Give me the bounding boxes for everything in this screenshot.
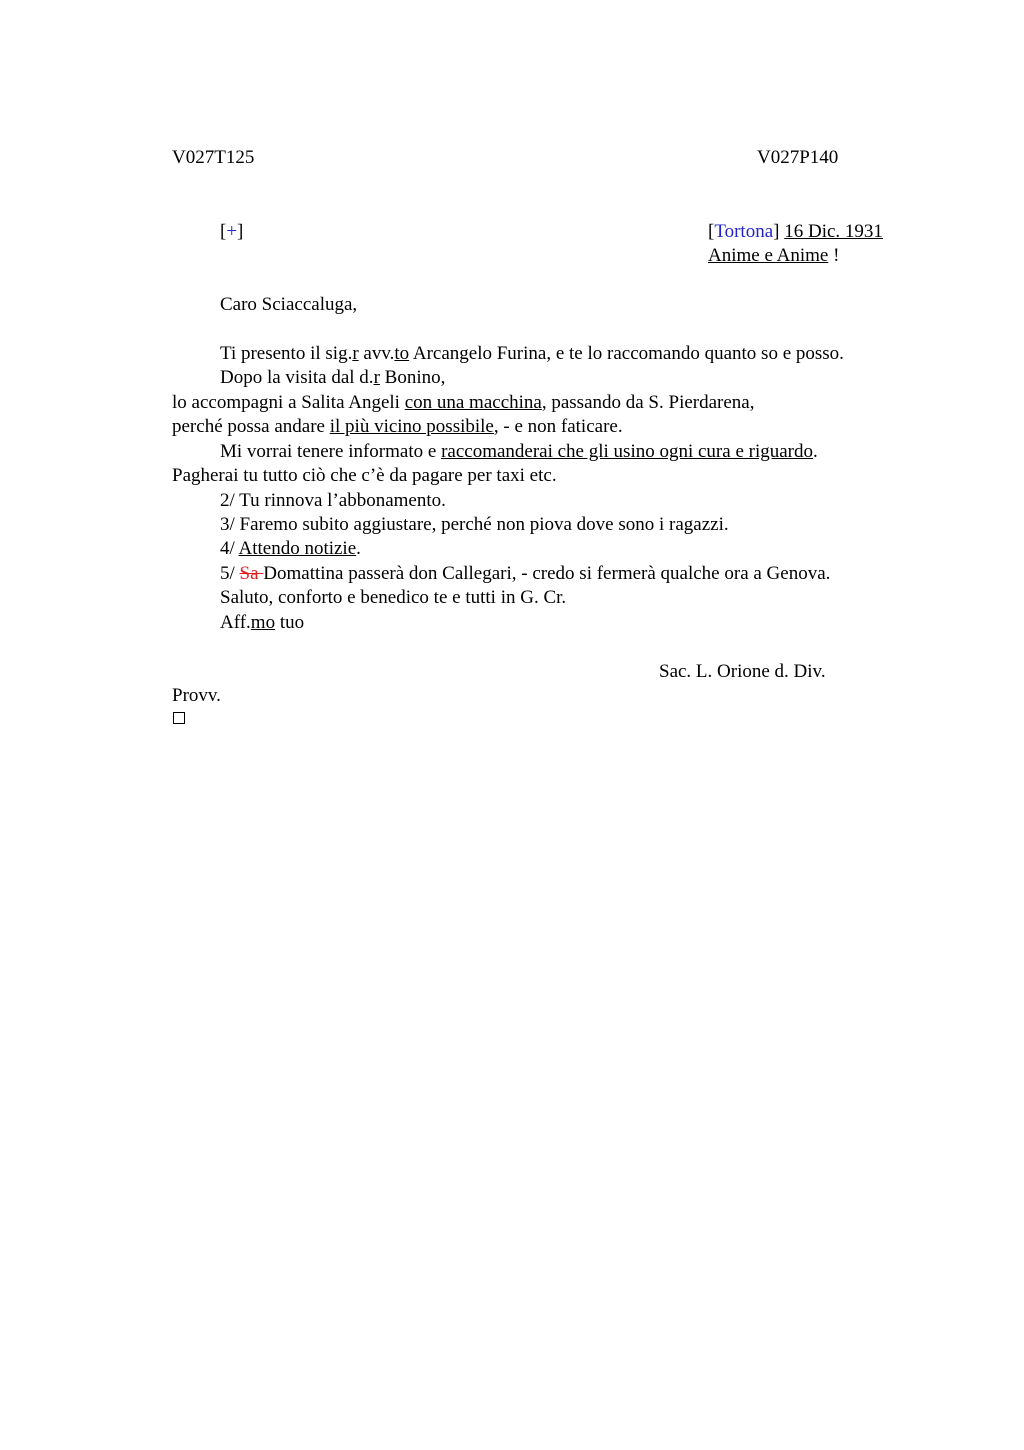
underlined-phrase: raccomanderai che gli usino ogni cura e riguardo: [441, 441, 813, 462]
letter-date: 16 Dic. 1931: [784, 221, 883, 242]
underlined-phrase: con una macchina: [404, 392, 542, 413]
bracket-close: ]: [237, 221, 244, 242]
body-line-7: 2/ Tu rinnova l’abbonamento.: [220, 490, 446, 511]
document-code-right: V027P140: [757, 147, 839, 168]
body-line-8: 3/ Faremo subito aggiustare, perché non piova dove sono i ragazzi.: [220, 514, 729, 535]
footer-note: Provv.: [172, 685, 221, 706]
cross-mark: [220, 220, 243, 244]
deleted-word: Sa: [239, 563, 264, 584]
abbreviation-superscript: r: [352, 343, 359, 364]
text-span: lo accompagni a Salita Angeli: [172, 392, 405, 413]
document-code-left: V027T125: [172, 147, 255, 168]
text-span: , - e non faticare.: [493, 416, 623, 437]
body-line-6: Pagherai tu tutto ciò che c’è da pagare per taxi etc.: [172, 465, 557, 486]
motto-end: !: [828, 245, 840, 266]
text-span: Mi vorrai tenere informato e: [220, 441, 442, 462]
text-span: Aff.: [220, 612, 251, 633]
body-line-4: [172, 415, 623, 439]
body-line-11: Saluto, conforto e benedico te e tutti in G. Cr.: [220, 587, 567, 608]
place-name: Tortona: [714, 221, 774, 242]
text-span: Domattina passerà don Callegari, - credo si fermerà qualche ora a Genova.: [263, 563, 831, 584]
place-bracket-close: ]: [773, 221, 780, 242]
body-line-9: [220, 537, 361, 561]
bracket-open: [: [220, 221, 227, 242]
place-date: [708, 220, 883, 244]
checkbox-icon: [173, 712, 185, 724]
motto: [708, 244, 839, 268]
text-span: avv.: [358, 343, 395, 364]
text-span: Bonino,: [379, 367, 446, 388]
place-bracket-open: [: [708, 221, 715, 242]
abbreviation-superscript: to: [394, 343, 410, 364]
text-span: Arcangelo Furina, e te lo raccomando quanto so e posso.: [409, 343, 844, 364]
text-span: Dopo la visita dal d.: [220, 367, 374, 388]
motto-text: Anime e Anime: [708, 245, 829, 266]
text-span: , passando da S. Pierdarena,: [541, 392, 755, 413]
closing-line: [220, 611, 304, 635]
text-span: .: [813, 441, 818, 462]
text-span: tuo: [275, 612, 305, 633]
text-span: perché possa andare: [172, 416, 330, 437]
body-line-1: [220, 342, 844, 366]
text-span: Ti presento il sig.: [220, 343, 353, 364]
cross-symbol: +: [226, 221, 238, 242]
body-line-10: [220, 562, 830, 586]
signature: Sac. L. Orione d. Div.: [659, 661, 826, 682]
abbreviation-superscript: r: [373, 367, 380, 388]
body-line-2: [220, 366, 445, 390]
salutation: Caro Sciaccaluga,: [220, 294, 358, 315]
text-span: 4/: [220, 538, 239, 559]
text-span: 5/: [220, 563, 240, 584]
underlined-phrase: il più vicino possibile: [329, 416, 494, 437]
text-span: .: [356, 538, 361, 559]
abbreviation-superscript: mo: [250, 612, 276, 633]
underlined-phrase: Attendo notizie: [238, 538, 357, 559]
body-line-3: [172, 391, 754, 415]
body-line-5: [220, 440, 818, 464]
